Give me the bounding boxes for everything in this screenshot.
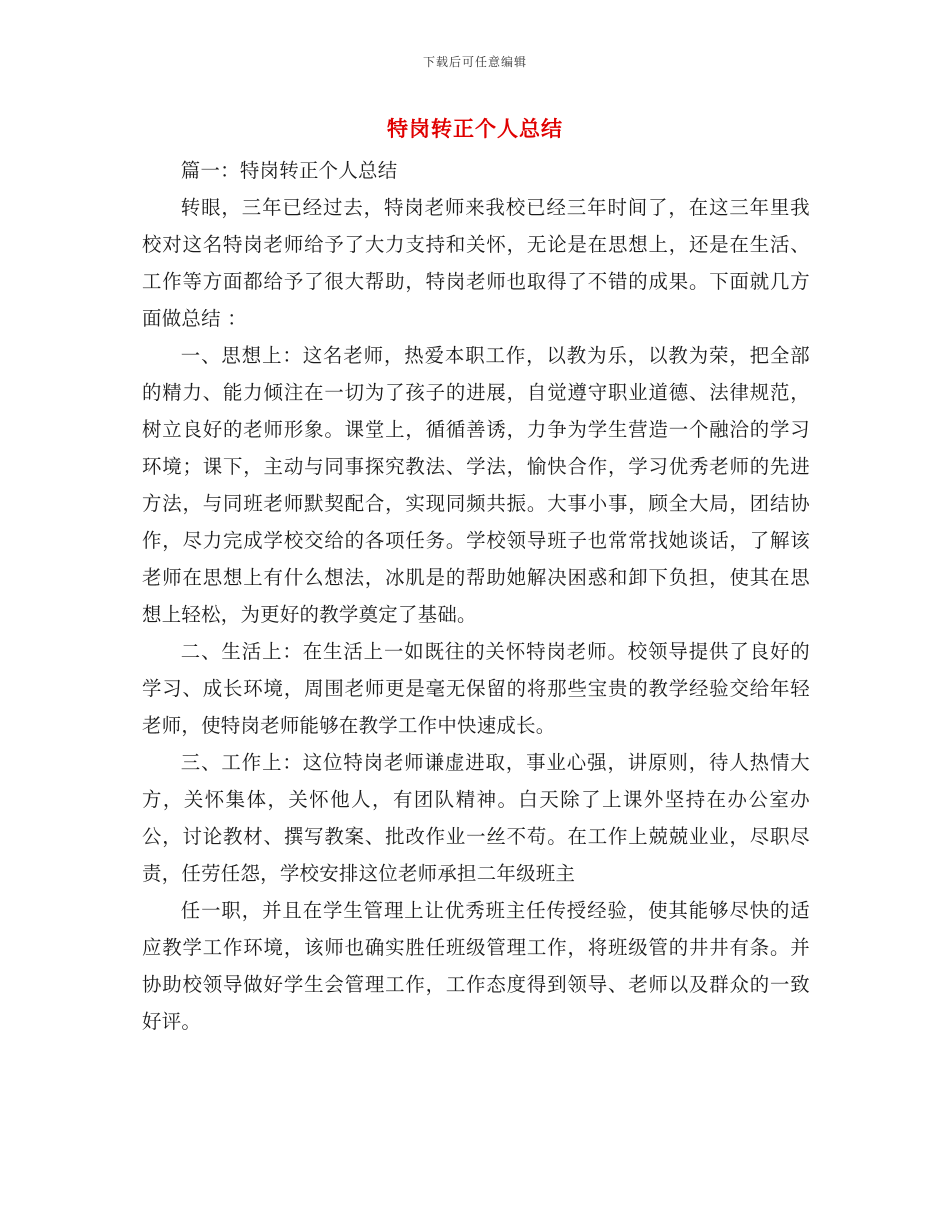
ideology-paragraph: 一、思想上：这名老师，热爱本职工作，以教为乐，以教为荣，把全部的精力、能力倾注在一切为了孩子的进展，自觉遵守职业道德、法律规范，树立良好的老师形象。课堂上，循循善诱，力争为学生营造一个融洽的学习环境；课下，主动与同事探究教法、学法，愉快合作，学习优秀老师的先进方法，与同班老师默契配合，实现同频共振。大事小事，顾全大局，团结协作，尽力完成学校交给的各项任务。学校领导班子也常常找她谈话，了解该老师在思想上有什么想法，冰肌是的帮助她解决困惑和卸下负担，使其在思想上轻松，为更好的教学奠定了基础。: [142, 344, 810, 626]
work-paragraph: 三、工作上：这位特岗老师谦虚进取，事业心强，讲原则，待人热情大方，关怀集体，关怀他人，有团队精神。白天除了上课外坚持在办公室办公，讨论教材、撰写教案、批改作业一丝不苟。在工作上兢兢业业，尽职尽责，任劳任怨，学校安排这位老师承担二年级班主: [142, 751, 810, 885]
work-continuation-paragraph: 任一职，并且在学生管理上让优秀班主任传授经验，使其能够尽快的适应教学工作环境，该师也确实胜任班级管理工作，将班级管的井井有条。并协助校领导做好学生会管理工作，工作态度得到领导、老师以及群众的一致好评。: [142, 899, 810, 1033]
document-title: 特岗转正个人总结: [387, 117, 563, 141]
intro-paragraph: 转眼，三年已经过去，特岗老师来我校已经三年时间了，在这三年里我校对这名特岗老师给予了大力支持和关怀，无论是在思想上，还是在生活、工作等方面都给予了很大帮助，特岗老师也取得了不错的成果。下面就几方面做总结 ：: [142, 196, 810, 330]
page-header-note: 下载后可任意编辑: [422, 55, 527, 69]
section-heading: 篇一：特岗转正个人总结: [180, 159, 398, 182]
life-paragraph: 二、生活上：在生活上一如既往的关怀特岗老师。校领导提供了良好的学习、成长环境，周围老师更是毫无保留的将那些宝贵的教学经验交给年轻老师，使特岗老师能够在教学工作中快速成长。: [142, 640, 810, 737]
document-body: [142, 152, 810, 1040]
